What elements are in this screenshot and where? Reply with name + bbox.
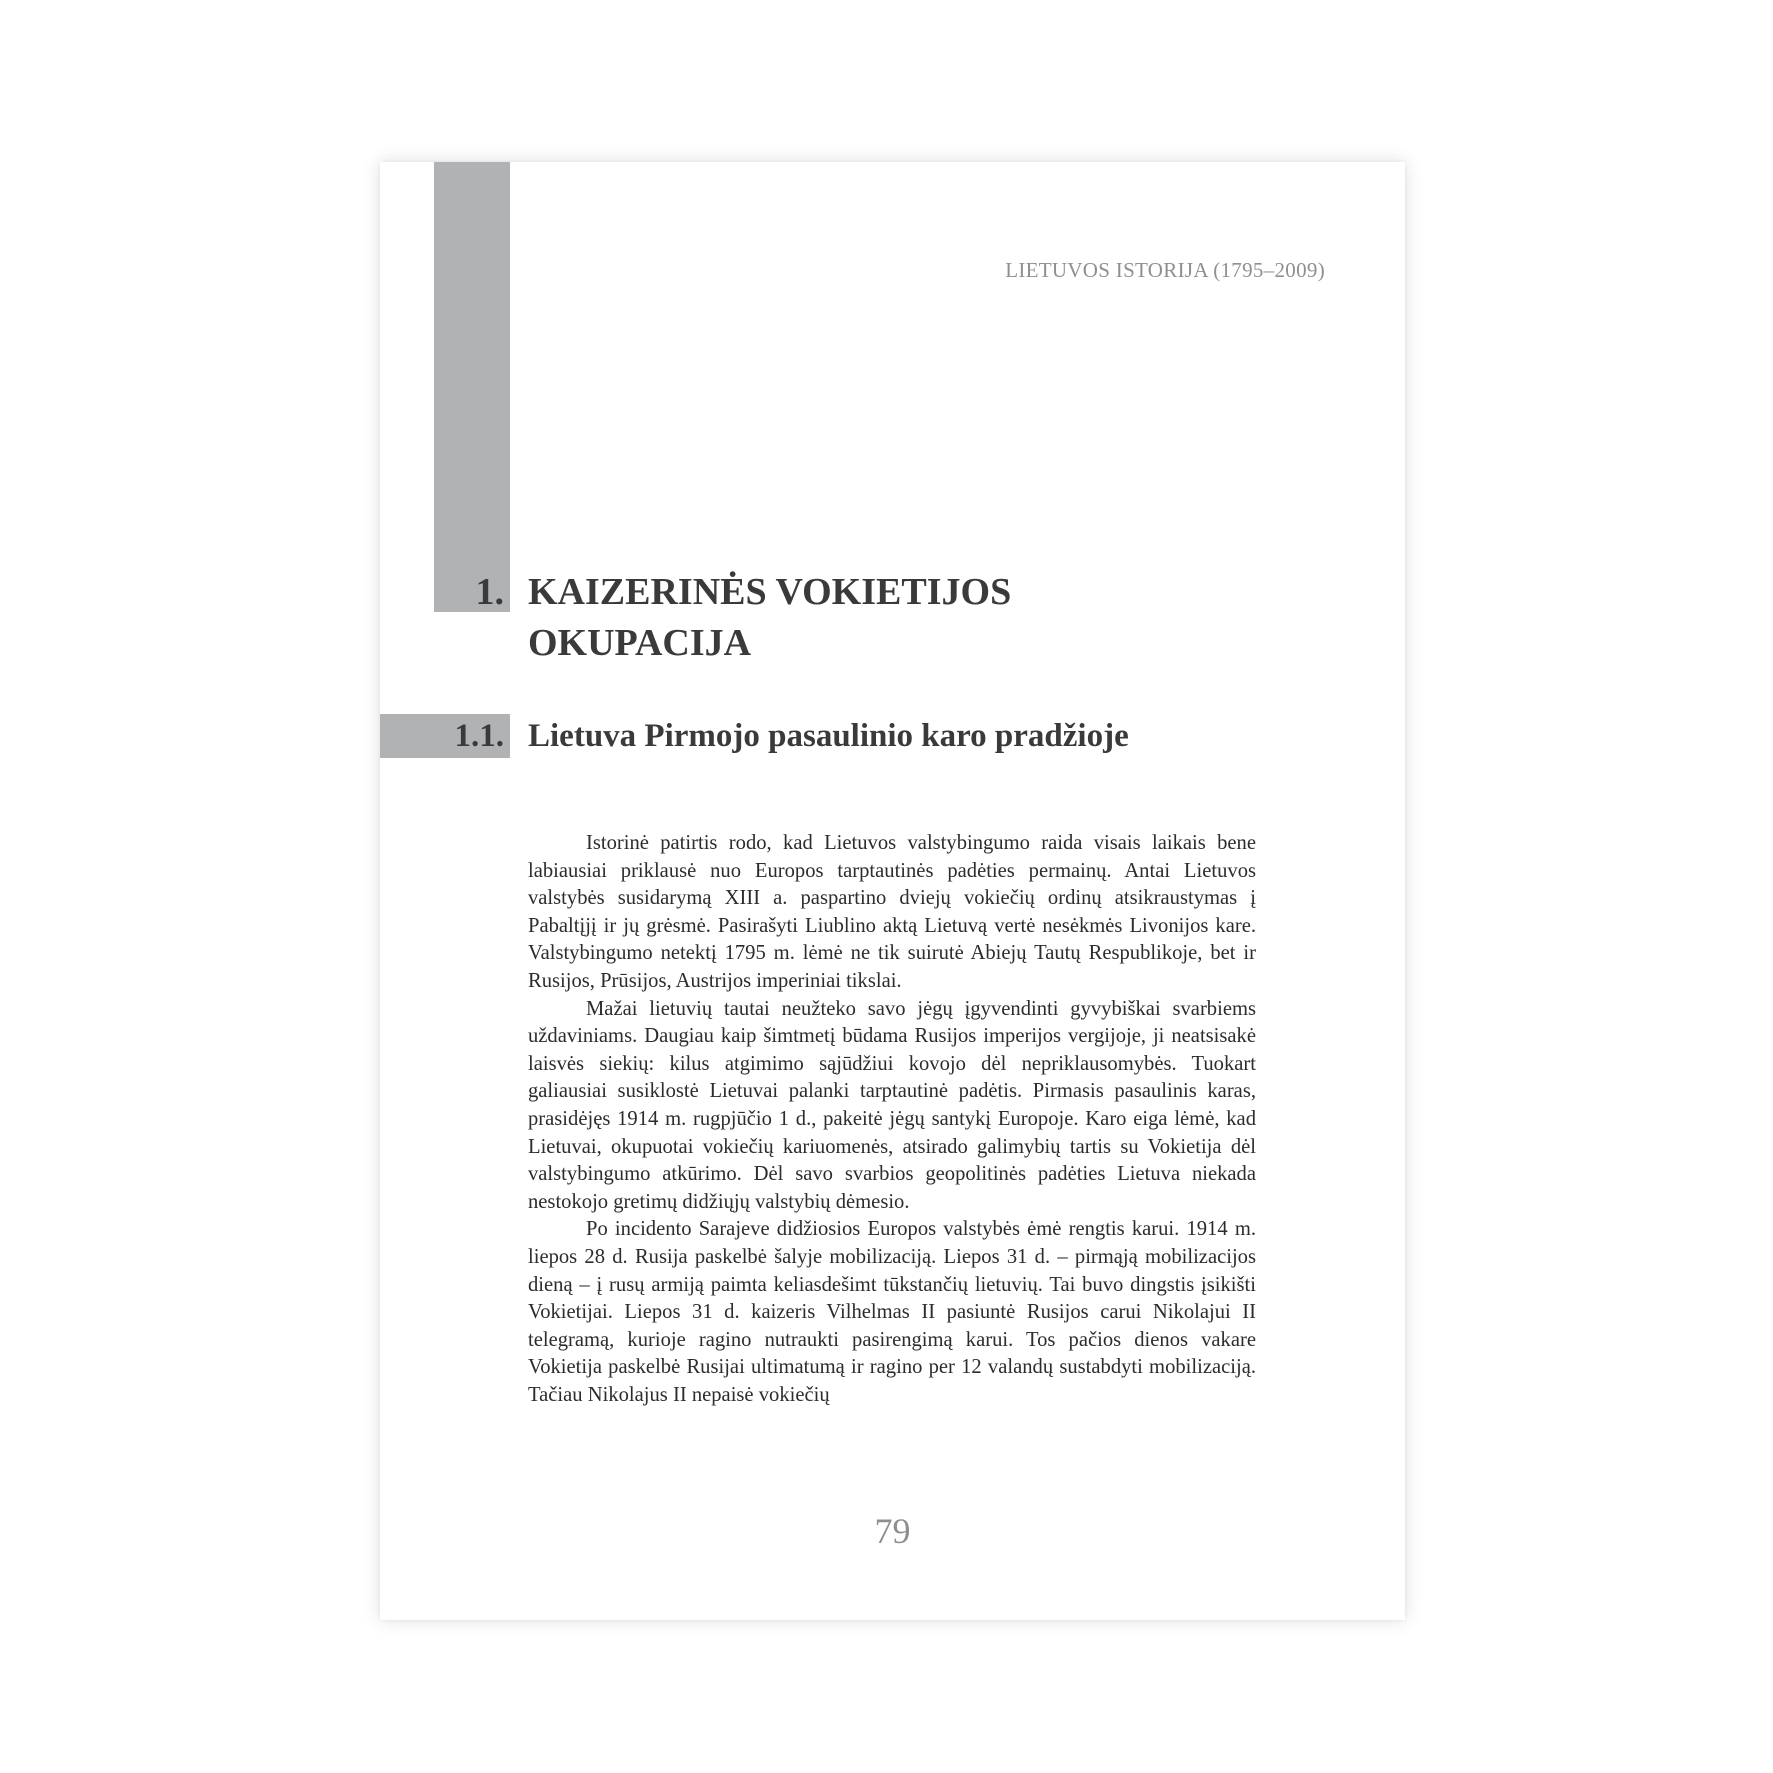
chapter-title: KAIZERINĖS VOKIETIJOS OKUPACIJA [528,571,1012,664]
paragraph: Po incidento Sarajeve didžiosios Europos valstybės ėmė rengtis karui. 1914 m. liepos 28 d. Rusija paskelbė šalyje mobilizaciją. Liepos 31 d. – pirmąją mobilizacijos dieną – į rusų armiją paimta keliasdešimt tūkstančių lietuvių. Tai buvo dingstis įsikišti Vokietijai. Liepos 31 d. kaizeris Vilhelmas II pasiuntė Rusijos carui Nikolajui II telegramą, kurioje ragino nutraukti pasirengimą karui. Tos pačios dienos vakare Vokietija paskelbė Rusijai ultimatumą ir ragino per 12 valandų sustabdyti mobilizaciją. Tačiau Nikolajus II nepaisė vokiečių [528,1218,1256,1406]
section-title: Lietuva Pirmojo pasaulinio karo pradžioje [528,718,1129,754]
paragraph: Istorinė patirtis rodo, kad Lietuvos valstybingumo raida visais laikais bene labiausiai priklausė nuo Europos tarptautinės padėties permainų. Antai Lietuvos valstybės susidarymą XIII a. paspartino dviejų vokiečių ordinų atsikraustymas į Pabaltįjį ir jų grėsmė. Pasirašyti Liublino aktą Lietuvą vertė nesėkmės Livonijos kare. Valstybingumo netektį 1795 m. lėmė ne tik suirutė Abiejų Tautų Respublikoje, bet ir Rusijos, Prūsijos, Austrijos imperiniai tikslai. [528,832,1256,992]
page-number: 79 [874,1511,911,1551]
chapter-marker-bar [434,162,510,612]
paragraph: Mažai lietuvių tautai neužteko savo jėgų įgyvendinti gyvybiškai svarbiems uždaviniams. Daugiau kaip šimtmetį būdama Rusijos imperijos vergijoje, ji neatsisakė laisvės siekių: kilus atgimimo sąjūdžiui kovojo dėl nepriklausomybės. Tuokart galiausiai susiklostė Lietuvai palanki tarptautinė padėtis. Pirmasis pasaulinis karas, prasidėjęs 1914 m. rugpjūčio 1 d., pakeitė jėgų santykį Europoje. Karo eiga lėmė, kad Lietuvai, okupuotai vokiečių kariuomenės, atsirado galimybių tartis su Vokietija dėl valstybingumo atkūrimo. Dėl savo svarbios geopolitinės padėties Lietuva niekada nestokojo gretimų didžiųjų valstybių dėmesio. [528,997,1256,1213]
running-header: LIETUVOS ISTORIJA (1795–2009) [1005,258,1325,282]
body-text [528,830,1256,1409]
chapter-number: 1. [475,571,504,613]
section-number: 1.1. [454,718,504,754]
book-page [380,162,1405,1620]
